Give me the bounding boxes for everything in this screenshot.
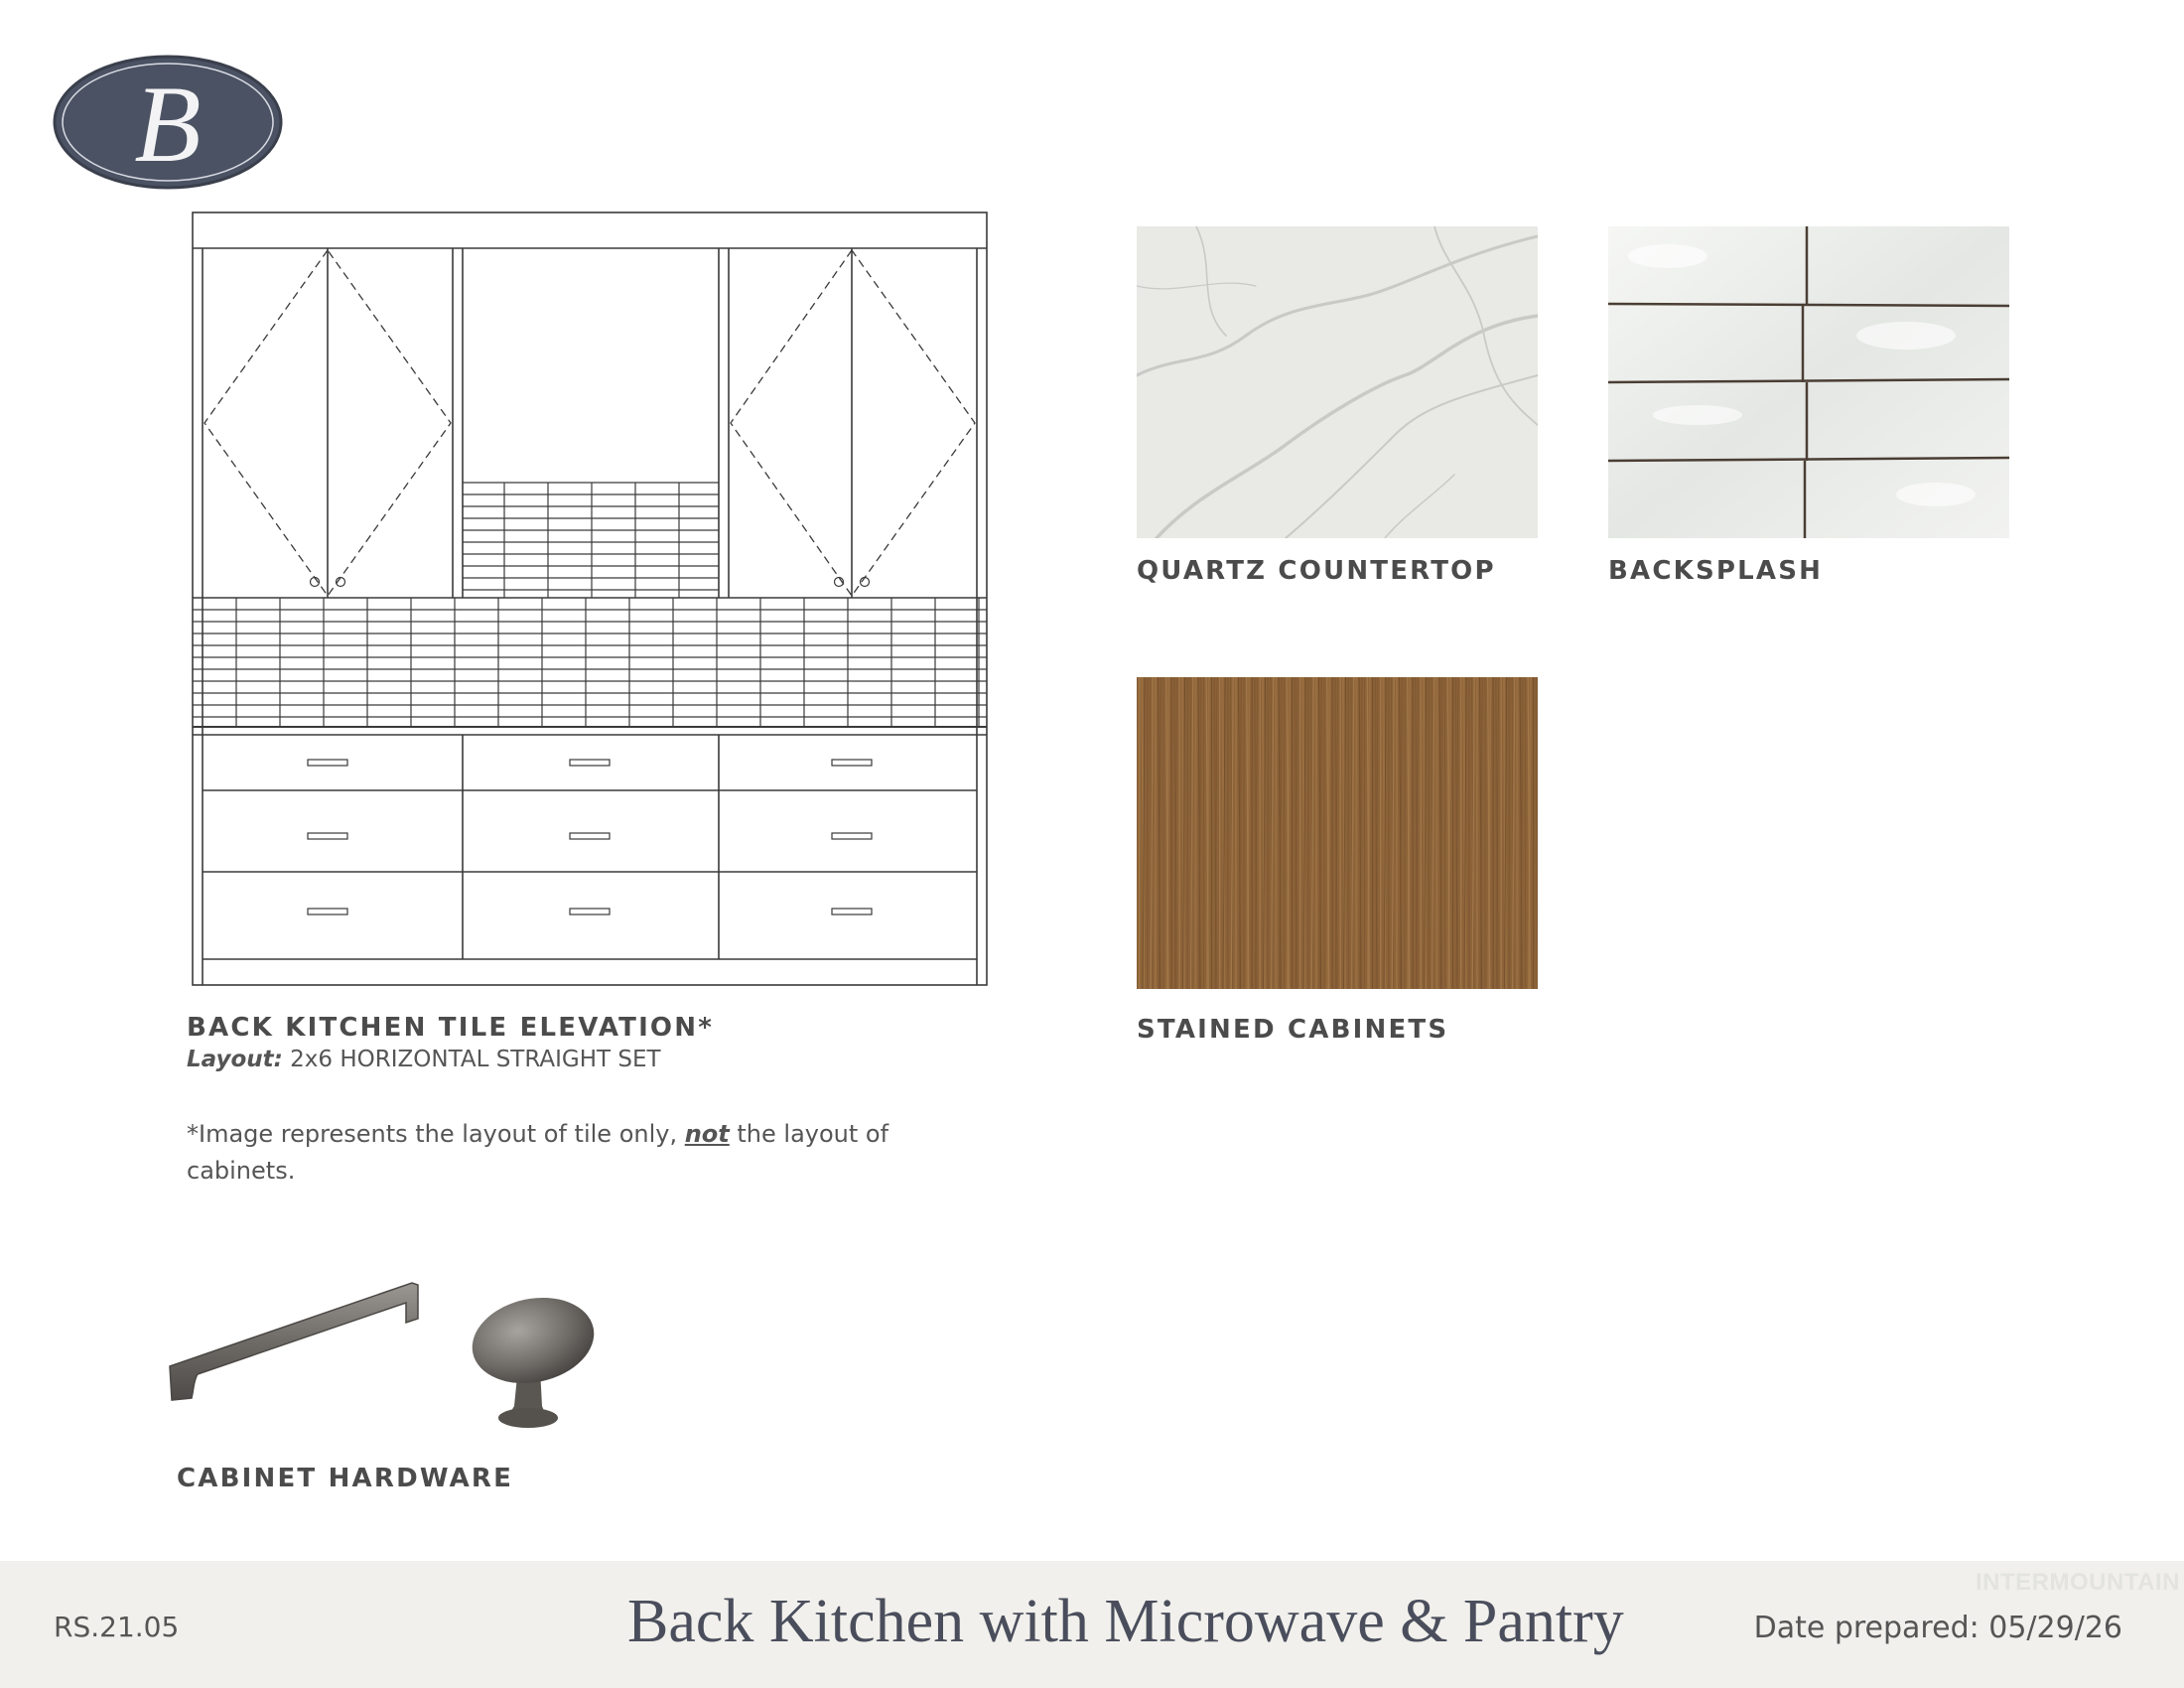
note-text-end: the layout of cabinets.: [187, 1120, 889, 1185]
brand-logo: [52, 54, 284, 191]
layout-line: [187, 1047, 661, 1072]
stained-cabinets-label: STAINED CABINETS: [1137, 1015, 1449, 1045]
note-emphasis: not: [684, 1120, 730, 1148]
knob-image: [469, 1287, 598, 1432]
tile-elevation-drawing: [189, 209, 993, 989]
backsplash-swatch: [1608, 226, 2009, 538]
quartz-countertop-swatch: [1137, 226, 1538, 538]
layout-value: 2x6 HORIZONTAL STRAIGHT SET: [282, 1047, 661, 1072]
backsplash-label: BACKSPLASH: [1608, 556, 1824, 586]
svg-text:B: B: [134, 64, 202, 185]
pull-handle-image: [164, 1271, 422, 1410]
quartz-countertop-label: QUARTZ COUNTERTOP: [1137, 556, 1496, 586]
watermark-text: INTERMOUNTAIN: [1975, 1569, 2180, 1596]
stained-cabinets-swatch: [1137, 677, 1538, 989]
page-title: Back Kitchen with Microwave & Pantry: [627, 1588, 1624, 1655]
note-text-start: *Image represents the layout of tile only,: [187, 1120, 685, 1148]
cabinet-hardware-label: CABINET HARDWARE: [177, 1464, 514, 1493]
elevation-title: BACK KITCHEN TILE ELEVATION*: [187, 1013, 714, 1043]
plan-code: RS.21.05: [54, 1611, 180, 1643]
layout-key: Layout:: [187, 1047, 283, 1072]
date-prepared: Date prepared: 05/29/26: [1753, 1611, 2122, 1645]
tile-layout-note: [187, 1116, 971, 1190]
